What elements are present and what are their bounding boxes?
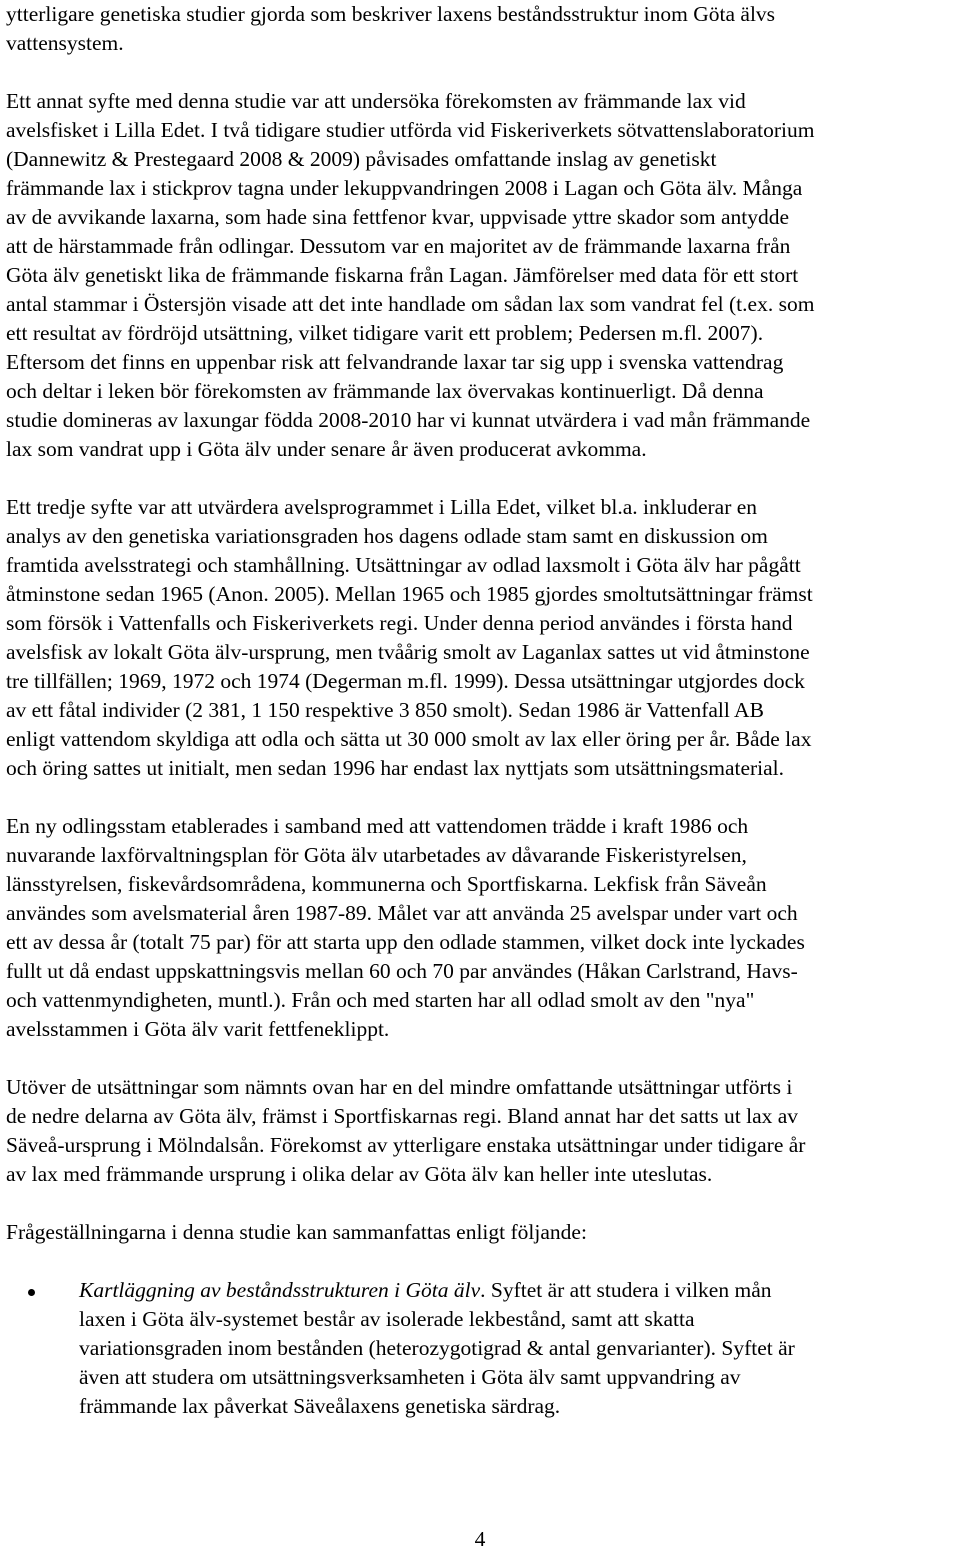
bullet-italic-lead: Kartläggning av beståndsstrukturen i Göta älv [79, 1278, 481, 1302]
text-line: Frågeställningarna i denna studie kan sammanfattas enligt följande: [6, 1220, 587, 1244]
text-line: avelsfisk av lokalt Göta älv-ursprung, men tvåårig smolt av Laganlax sattes ut vid åtminstone [6, 640, 810, 664]
text-line: Ett annat syfte med denna studie var att undersöka förekomsten av främmande lax vid [6, 89, 746, 113]
paragraph-6 [6, 1218, 954, 1247]
text-line: främmande lax påverkat Säveålaxens genetiska särdrag. [79, 1394, 561, 1418]
text-line: och öring sattes ut initialt, men sedan 1996 har endast lax nyttjats som utsättningsmaterial. [6, 756, 785, 780]
text-line: användes som avelsmaterial åren 1987-89. Målet var att använda 25 avelspar under vart och [6, 901, 798, 925]
text-line: framtida avelsstrategi och stamhållning. Utsättningar av odlad laxsmolt i Göta älv har pågått [6, 553, 801, 577]
paragraph-1 [6, 0, 954, 58]
text-line: ytterligare genetiska studier gjorda som beskriver laxens beståndsstruktur inom Göta älvs [6, 2, 776, 26]
text-line: avelsfisket i Lilla Edet. I två tidigare studier utförda vid Fiskeriverkets sötvattenslaboratorium [6, 118, 815, 142]
page-number: 4 [474, 1527, 486, 1551]
text-line: även att studera om utsättningsverksamheten i Göta älv samt uppvandring av [79, 1365, 741, 1389]
text-line: av ett fåtal individer (2 381, 1 150 respektive 3 850 smolt). Sedan 1986 är Vattenfall AB [6, 698, 764, 722]
text-line: Säveå-ursprung i Mölndalsån. Förekomst av ytterligare enstaka utsättningar under tidigare år [6, 1133, 806, 1157]
text-line: Utöver de utsättningar som nämnts ovan har en del mindre omfattande utsättningar utförts i [6, 1075, 793, 1099]
paragraph-4 [6, 812, 954, 1044]
paragraph-2 [6, 87, 954, 464]
text-line: variationsgraden inom bestånden (heterozygotigrad & antal genvarianter). Syftet är [79, 1336, 795, 1360]
text-line [79, 1276, 954, 1305]
text-line: Göta älv genetiskt lika de främmande fiskarna från Lagan. Jämförelser med data för ett stort [6, 263, 799, 287]
text-line: att de härstammade från odlingar. Dessutom var en majoritet av de främmande laxarna från [6, 234, 791, 258]
text-line: vattensystem. [6, 31, 124, 55]
text-line: (Dannewitz & Prestegaard 2008 & 2009) påvisades omfattande inslag av genetiskt [6, 147, 717, 171]
text-line: främmande lax i stickprov tagna under lekuppvandringen 2008 i Lagan och Göta älv. Många [6, 176, 803, 200]
text-line: studie domineras av laxungar födda 2008-2010 har vi kunnat utvärdera i vad mån främmande [6, 408, 811, 432]
paragraph-5 [6, 1073, 954, 1189]
text-line: de nedre delarna av Göta älv, främst i Sportfiskarnas regi. Bland annat har det satts ut lax av [6, 1104, 799, 1128]
bullet-list-item [6, 1276, 954, 1421]
bullet-first-line-rest: . Syftet är att studera i vilken mån [480, 1278, 772, 1302]
text-line: analys av den genetiska variationsgraden hos dagens odlade stam samt en diskussion om [6, 524, 768, 548]
text-line: Eftersom det finns en uppenbar risk att felvandrande laxar tar sig upp i svenska vattendrag [6, 350, 784, 374]
text-line: avelsstammen i Göta älv varit fettfeneklippt. [6, 1017, 390, 1041]
document-page [6, 0, 954, 1421]
text-line: enligt vattendom skyldiga att odla och sätta ut 30 000 smolt av lax eller öring per år. Både lax [6, 727, 812, 751]
text-line: En ny odlingsstam etablerades i samband med att vattendomen trädde i kraft 1986 och [6, 814, 749, 838]
text-line: åtminstone sedan 1965 (Anon. 2005). Mellan 1965 och 1985 gjordes smoltutsättningar främst [6, 582, 813, 606]
text-line: av lax med främmande ursprung i olika delar av Göta älv kan heller inte uteslutas. [6, 1162, 713, 1186]
text-line: laxen i Göta älv-systemet består av isolerade lekbestånd, samt att skatta [79, 1307, 695, 1331]
text-line: av de avvikande laxarna, som hade sina fettfenor kvar, uppvisade yttre skador som antydde [6, 205, 790, 229]
text-line: ett resultat av fördröjd utsättning, vilket tidigare varit ett problem; Pedersen m.fl. 2007). [6, 321, 764, 345]
paragraph-3 [6, 493, 954, 783]
text-line: ett av dessa år (totalt 75 par) för att starta upp den odlade stammen, vilket dock inte lyckades [6, 930, 805, 954]
text-line: tre tillfällen; 1969, 1972 och 1974 (Degerman m.fl. 1999). Dessa utsättningar utgjordes dock [6, 669, 805, 693]
bullet-icon [28, 1289, 35, 1296]
text-line: antal stammar i Östersjön visade att det inte handlade om sådan lax som vandrat fel (t.ex. som [6, 292, 815, 316]
text-line: som försök i Vattenfalls och Fiskeriverkets regi. Under denna period användes i första hand [6, 611, 793, 635]
text-line: och deltar i leken bör förekomsten av främmande lax övervakas kontinuerligt. Då denna [6, 379, 764, 403]
text-line: nuvarande laxförvaltningsplan för Göta älv utarbetades av dåvarande Fiskeristyrelsen, [6, 843, 747, 867]
text-line: Ett tredje syfte var att utvärdera avelsprogrammet i Lilla Edet, vilket bl.a. inkluderar en [6, 495, 758, 519]
text-line: länsstyrelsen, fiskevårdsområdena, kommunerna och Sportfiskarna. Lekfisk från Säveån [6, 872, 767, 896]
text-line: fullt ut då endast uppskattningsvis mellan 60 och 70 par användes (Håkan Carlstrand, Havs- [6, 959, 798, 983]
text-line: lax som vandrat upp i Göta älv under senare år även producerat avkomma. [6, 437, 647, 461]
text-line: och vattenmyndigheten, muntl.). Från och med starten har all odlad smolt av den "nya" [6, 988, 755, 1012]
